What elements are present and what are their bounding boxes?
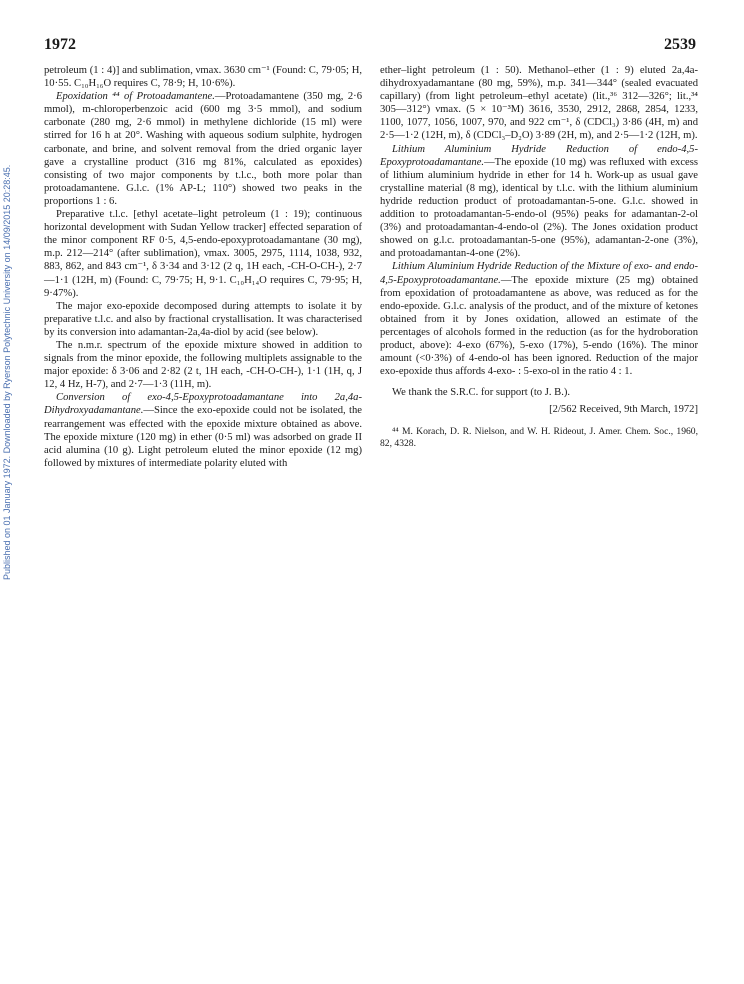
section-lah-mixture	[380, 260, 698, 378]
paragraph: The n.m.r. spectrum of the epoxide mixture showed in addition to signals from the minor epoxide, the following multiplets assignable to the major epoxide: δ 3·06 and 2·82 (2 t, 1H each, -CH-O-CH-), 1·1 (1H, q, J 12, 4 Hz, H-7), and 2·7—1·3 (11H, m).	[44, 339, 362, 391]
left-column	[44, 64, 362, 470]
paragraph: Preparative t.l.c. [ethyl acetate–light petroleum (1 : 19); continuous horizontal development with Sudan Yellow tracker] effected separation of the minor component RF 0·5, 4,5-endo-epoxyprotoadamantane (30 mg), m.p. 212—214° (after sublimation), νmax. 3005, 2975, 1114, 1038, 932, 883, 862, and 843 cm⁻¹, δ 3·34 and 3·12 (2 q, 1H each, -CH-O-CH-), 2·7—1·1 (12H, m) (Found: C, 79·75; H, 9·1. C₁₀H₁₄O requires C, 79·95; H, 9·47%).	[44, 209, 362, 299]
page-header	[44, 36, 696, 58]
paragraph-body: —Since the exo-epoxide could not be isolated, the rearrangement was effected with the epoxide mixture obtained as above. The epoxide mixture (120 mg) in ether (0·5 ml) was adsorbed on grade II acid alumina (10 g). Light petroleum eluted the minor epoxide (12 mg) followed by mixtures of intermediate polarity eluted with	[44, 405, 362, 469]
paragraph-body: —The epoxide mixture (25 mg) obtained from epoxidation of protoadamantene as above, was reduced as for the endo-epoxide. G.l.c. analysis of the product, and of the mixture of ketones obtained from it by Jones oxidation, allowed an estimate of the percentages of alcohols formed in the reduction (as for the hydroboration product, above): 4-exo (67%), 5-exo (17%), 5-endo (16%). The minor amount (<0·3%) of 4-endo-ol has been ignored. Reduction of the major exo-epoxide thus affords 4-exo- : 5-exo-ol in the ratio 4 : 1.	[380, 274, 698, 378]
paragraph: ether–light petroleum (1 : 50). Methanol–ether (1 : 9) eluted 2a,4a-dihydroxyadamantane (80 mg, 59%), m.p. 341—344° (sealed evacuated capillary) (from light petroleum–ethyl acetate) (lit.,³⁶ 312—326°; lit.,³⁴ 305—312°) νmax. (5 × 10⁻³M) 3616, 3530, 2912, 2868, 2854, 1233, 1100, 1077, 1056, 1007, 970, and 922 cm⁻¹, δ (CDCl₃) 3·86 (4H, m) and 2·5—1·2 (12H, m), δ (CDCl₃–D₂O) 3·89 (2H, m), and 2·5—1·2 (12H, m).	[380, 65, 698, 142]
received-line: [2/562 Received, 9th March, 1972]	[549, 404, 698, 416]
right-column	[380, 64, 698, 450]
section-epoxidation	[44, 90, 362, 208]
acknowledgement: We thank the S.R.C. for support (to J. B.).	[392, 387, 571, 399]
section-heading: Lithium Aluminium Hydride Reduction of the Mixture of exo- and endo-4,5-Epoxyprotoadamantane.	[380, 261, 698, 286]
journal-year: 1972	[44, 36, 76, 53]
download-notice[interactable]: Published on 01 January 1972. Downloaded by Ryerson Polytechnic University on 14/09/2015 20:28:45.	[2, 164, 12, 580]
page-number: 2539	[664, 36, 696, 53]
paragraph: The major exo-epoxide decomposed during attempts to isolate it by preparative t.l.c. and also by fractional crystallisation. It was characterised by its conversion into adamantan-2a,4a-diol by acid (see below).	[44, 300, 362, 338]
section-lah-endo	[380, 143, 698, 261]
section-conversion	[44, 391, 362, 470]
section-heading: Lithium Aluminium Hydride Reduction of endo-4,5-Epoxyprotoadamantane.	[380, 143, 698, 168]
section-heading: Epoxidation ⁴⁴ of Protoadamantene.	[56, 91, 215, 103]
paragraph-body: —Protoadamantene (350 mg, 2·6 mmol), m-chloroperbenzoic acid (600 mg 3·5 mmol), and sodium carbonate (280 mg, 2·6 mmol) in methylene dichloride (15 ml) were stirred for 16 h at 20°. Washing with aqueous sodium sulphite, hydrogen carbonate, and brine, and solvent removal from the dried organic layer gave a crystalline product (316 mg 81%, calculated as epoxides) consisting of two major components by t.l.c., both more polar than protoadamantene. G.l.c. (1% AP-L; 110°) showed two peaks in the proportions 1 : 6.	[44, 91, 362, 207]
paragraph-body: —The epoxide (10 mg) was refluxed with excess of lithium aluminium hydride in ether for 14 h. Work-up as usual gave crystalline material (8 mg), identical by t.l.c. with the lithium aluminium hydride reduction product of protoadamantan-5-one. G.l.c. showed in addition to protoadamantan-5-endo-ol (95%) peaks for adamantan-2-ol (3%) and protoadamantan-4-endo-ol (2%). The Jones oxidation product showed on g.l.c. protoadamantan-5-one (95%), adamantan-2-one (3%), and protoadamantan-4-one (2%).	[380, 156, 698, 260]
paragraph: petroleum (1 : 4)] and sublimation, νmax. 3630 cm⁻¹ (Found: C, 79·05; H, 10·55. C₁₀H₁₆O requires C, 78·9; H, 10·6%).	[44, 65, 362, 90]
section-heading: Conversion of exo-4,5-Epoxyprotoadamantane into 2a,4a-Dihydroxyadamantane.	[44, 392, 362, 417]
reference-44: ⁴⁴ M. Korach, D. R. Nielson, and W. H. Rideout, J. Amer. Chem. Soc., 1960, 82, 4328.	[380, 426, 698, 450]
